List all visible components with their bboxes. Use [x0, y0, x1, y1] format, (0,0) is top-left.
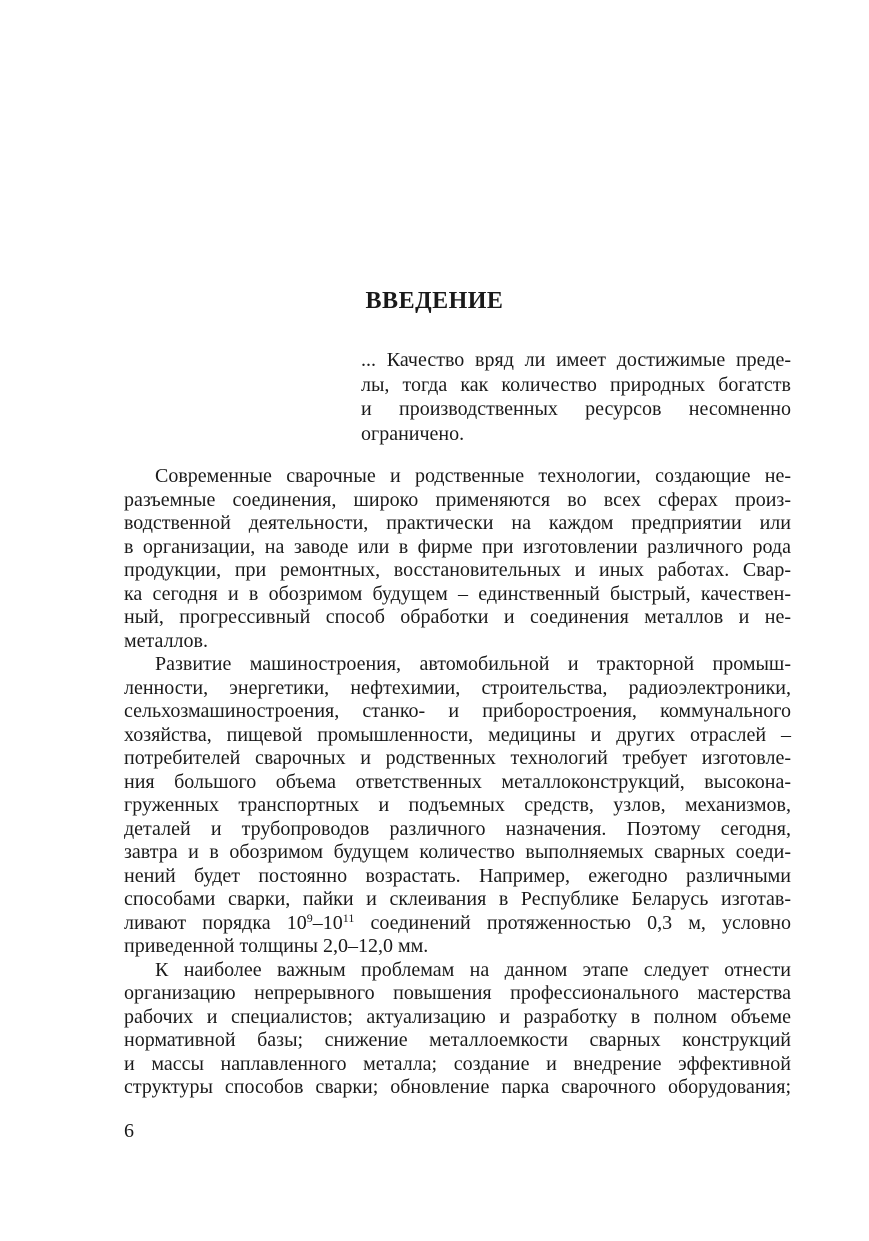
- paragraph-line: в организации, на заводе или в фирме при изготовлении различного рода: [124, 535, 791, 558]
- paragraph-line: ния большого объема ответственных металлоконструкций, высокона-: [124, 770, 791, 793]
- paragraph-line: способами сварки, пайки и склеивания в Республике Беларусь изготав-: [124, 888, 791, 910]
- paragraph-line: ка сегодня и в обозримом будущем – единственный быстрый, качествен-: [124, 582, 791, 605]
- exponent: 9: [306, 910, 313, 925]
- paragraph-line: водственной деятельности, практически на каждом предприятии или: [124, 512, 791, 534]
- paragraph-line: металлов.: [124, 629, 208, 652]
- paragraph-line: потребителей сварочных и родственных технологий требует изготовле-: [124, 747, 791, 769]
- paragraph-line: и массы наплавленного металла; создание и внедрение эффективной: [124, 1052, 791, 1075]
- paragraph-line: рабочих и специалистов; актуализацию и разработку в полном объеме: [124, 1005, 791, 1028]
- paragraph-line: деталей и трубопроводов различного назначения. Поэтому сегодня,: [124, 817, 791, 840]
- paragraph-line: К наиболее важным проблемам на данном этапе следует отнести: [155, 958, 791, 981]
- epigraph-line: и производственных ресурсов несомненно: [361, 398, 791, 420]
- epigraph-line: лы, тогда как количество природных богатств: [361, 373, 791, 396]
- page-number: 6: [124, 1120, 134, 1142]
- chapter-heading: ВВЕДЕНИЕ: [365, 288, 504, 314]
- epigraph: [361, 348, 791, 446]
- paragraph-line: хозяйства, пищевой промышленности, медицины и других отраслей –: [124, 723, 791, 746]
- epigraph-line: ... Качество вряд ли имеет достижимые преде-: [361, 349, 791, 371]
- paragraph-line: сельхозмашиностроения, станко- и приборостроения, коммунального: [124, 700, 791, 722]
- paragraph-line: Современные сварочные и родственные технологии, создающие не-: [155, 465, 791, 487]
- paragraph-line: приведенной толщины 2,0–12,0 мм.: [124, 935, 429, 957]
- exponent: 11: [342, 910, 355, 925]
- text-fragment: ливают порядка 10: [124, 911, 307, 934]
- paragraph-line: Развитие машиностроения, автомобильной и тракторной промыш-: [155, 653, 791, 675]
- epigraph-line: ограничено.: [361, 422, 465, 445]
- paragraph-line-with-exponents: [124, 912, 791, 936]
- paragraph-line: груженных транспортных и подъемных средств, узлов, механизмов,: [124, 794, 791, 816]
- paragraph-line: структуры способов сварки; обновление парка сварочного оборудования;: [124, 1076, 791, 1098]
- paragraph-line: нений будет постоянно возрастать. Например, ежегодно различными: [124, 864, 791, 887]
- paragraph-line: ный, прогрессивный способ обработки и соединения металлов и не-: [124, 606, 791, 628]
- paragraph-line: ленности, энергетики, нефтехимии, строительства, радиоэлектроники,: [124, 676, 791, 699]
- body-text: [124, 465, 791, 1100]
- text-fragment: соединений протяженностью 0,3 м, условно: [354, 911, 792, 934]
- paragraph-line: организацию непрерывного повышения профессионального мастерства: [124, 982, 791, 1004]
- paragraph-line: завтра и в обозримом будущем количество выполняемых сварных соеди-: [124, 841, 791, 863]
- paragraph-line: продукции, при ремонтных, восстановительных и иных работах. Свар-: [124, 559, 791, 581]
- text-fragment: –10: [312, 911, 343, 934]
- paragraph-line: разъемные соединения, широко применяются во всех сферах произ-: [124, 488, 791, 511]
- paragraph-line: нормативной базы; снижение металлоемкости сварных конструкций: [124, 1029, 791, 1051]
